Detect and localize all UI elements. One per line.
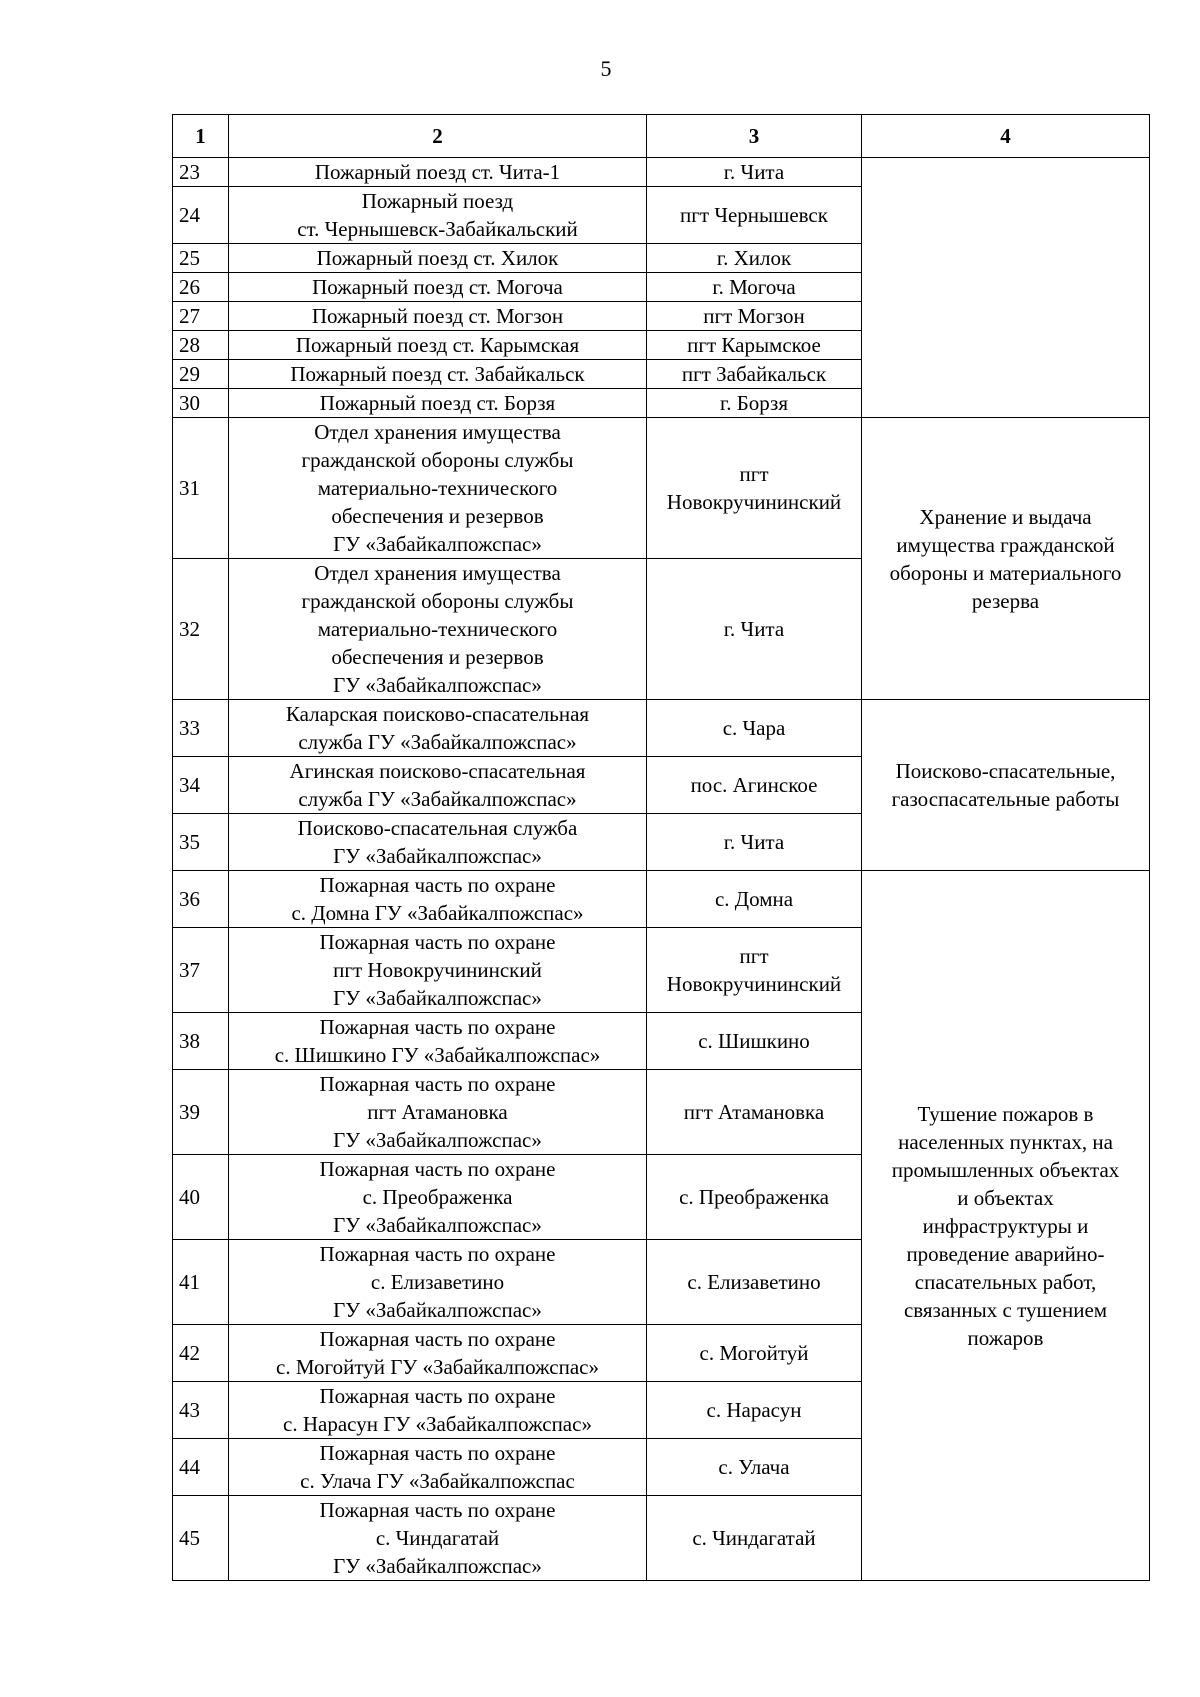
facility-name-line: Пожарная часть по охране: [319, 1327, 556, 1351]
facility-location-line: г. Могоча: [712, 275, 796, 299]
facility-name-line: Поисково-спасательная служба: [297, 816, 578, 840]
facility-location: [647, 187, 862, 244]
function-line: пожаров: [967, 1325, 1044, 1350]
facility-name: [229, 559, 647, 700]
facility-name: [229, 331, 647, 360]
facility-name: [229, 1070, 647, 1155]
facility-name-line: пгт Новокручининский: [333, 958, 542, 982]
facility-name-line: с. Чиндагатай: [375, 1526, 500, 1550]
header-col-2: 2: [229, 115, 647, 158]
row-number: 30: [173, 389, 229, 418]
facility-name: [229, 700, 647, 757]
facility-location-line: Новокручининский: [666, 972, 842, 996]
facility-name-line: Каларская поисково-спасательная: [285, 702, 590, 726]
facility-location-line: г. Чита: [723, 160, 785, 184]
row-number: 27: [173, 302, 229, 331]
facility-location: [647, 1382, 862, 1439]
facility-name-line: с. Нарасун ГУ «Забайкалпожспас»: [283, 1412, 592, 1436]
function-line: резерва: [971, 588, 1040, 613]
facility-location: [647, 244, 862, 273]
facility-name: [229, 1496, 647, 1581]
table-row: [173, 418, 1150, 559]
facility-location-line: с. Домна: [714, 887, 794, 911]
facility-location: [647, 360, 862, 389]
facility-name: [229, 1240, 647, 1325]
row-number: 31: [173, 418, 229, 559]
facility-name-line: ГУ «Забайкалпожспас»: [333, 532, 542, 556]
facility-name-line: пгт Атамановка: [367, 1100, 508, 1124]
facility-name: [229, 1382, 647, 1439]
row-number: 32: [173, 559, 229, 700]
row-number: 38: [173, 1013, 229, 1070]
function-line: газоспасательные работы: [891, 787, 1120, 811]
function-line: инфраструктуры и: [922, 1213, 1089, 1238]
row-number: 35: [173, 814, 229, 871]
row-number: 43: [173, 1382, 229, 1439]
facility-location-line: с. Нарасун: [706, 1398, 802, 1422]
facility-name: [229, 757, 647, 814]
facility-name: [229, 1013, 647, 1070]
facility-location: [647, 1439, 862, 1496]
facility-name-line: Пожарная часть по охране: [319, 1015, 556, 1039]
facility-location: [647, 559, 862, 700]
facility-location-line: г. Хилок: [716, 246, 792, 270]
header-col-4: 4: [862, 115, 1150, 158]
facility-name-line: Пожарная часть по охране: [319, 1242, 556, 1266]
facility-name-line: Пожарный поезд ст. Карымская: [295, 333, 580, 357]
row-number: 36: [173, 871, 229, 928]
facility-location-line: с. Чара: [722, 716, 786, 740]
facility-name: [229, 1325, 647, 1382]
facility-location: [647, 757, 862, 814]
row-number: 45: [173, 1496, 229, 1581]
facility-location-line: г. Чита: [723, 830, 785, 854]
facility-name-line: гражданской обороны службы: [301, 589, 574, 613]
table-row: [173, 158, 1150, 187]
facility-name-line: Пожарная часть по охране: [319, 1157, 556, 1181]
facility-location: [647, 389, 862, 418]
facility-name: [229, 360, 647, 389]
function-line: связанных с тушением: [903, 1297, 1108, 1322]
facility-name-line: ГУ «Забайкалпожспас»: [333, 1554, 542, 1578]
row-number: 41: [173, 1240, 229, 1325]
facility-name-line: Отдел хранения имущества: [314, 420, 561, 444]
facility-location: [647, 418, 862, 559]
facility-name-line: Пожарный поезд ст. Чита-1: [314, 160, 561, 184]
facility-location: [647, 1496, 862, 1581]
facility-name-line: Пожарный поезд ст. Могзон: [311, 304, 564, 328]
facility-name: [229, 871, 647, 928]
facility-name-line: Отдел хранения имущества: [314, 561, 561, 585]
facility-name-line: ГУ «Забайкалпожспас»: [333, 1213, 542, 1237]
facility-location-line: пгт Могзон: [703, 304, 805, 328]
facility-location-line: с. Преображенка: [679, 1185, 829, 1209]
row-number: 39: [173, 1070, 229, 1155]
facility-name-line: с. Преображенка: [362, 1185, 513, 1209]
row-number: 37: [173, 928, 229, 1013]
facility-name: [229, 389, 647, 418]
page-number: 5: [600, 56, 612, 81]
facility-name-line: служба ГУ «Забайкалпожспас»: [298, 787, 577, 811]
facility-name-line: Пожарный поезд ст. Забайкальск: [290, 362, 585, 386]
facility-name-line: с. Домна ГУ «Забайкалпожспас»: [291, 901, 584, 925]
facility-name-line: служба ГУ «Забайкалпожспас»: [298, 730, 577, 754]
facility-name: [229, 1155, 647, 1240]
function-line: и объектах: [957, 1185, 1054, 1210]
facility-location: [647, 928, 862, 1013]
function-line: населенных пунктах, на: [898, 1129, 1113, 1154]
facility-name-line: Пожарный поезд: [361, 189, 514, 213]
facility-name-line: Пожарный поезд ст. Борзя: [319, 391, 556, 415]
facility-name-line: гражданской обороны службы: [301, 448, 574, 472]
facility-name-line: обеспечения и резервов: [331, 504, 544, 528]
facility-location-line: с. Могойтуй: [699, 1341, 809, 1365]
facility-name-line: Пожарная часть по охране: [319, 873, 556, 897]
facility-name-line: Пожарная часть по охране: [319, 1384, 556, 1408]
row-number: 42: [173, 1325, 229, 1382]
function-cell: [862, 700, 1150, 871]
facility-name-line: Пожарная часть по охране: [319, 1072, 556, 1096]
function-line: имущества гражданской: [896, 532, 1115, 557]
function-line: проведение аварийно-: [906, 1241, 1105, 1266]
facility-name: [229, 418, 647, 559]
table-row: [173, 700, 1150, 757]
facility-name: [229, 244, 647, 273]
facility-location: [647, 1240, 862, 1325]
facility-name-line: с. Улача ГУ «Забайкалпожспас: [300, 1469, 575, 1493]
facility-name-line: ГУ «Забайкалпожспас»: [333, 844, 542, 868]
function-cell: [862, 418, 1150, 700]
facility-name-line: с. Могойтуй ГУ «Забайкалпожспас»: [276, 1355, 599, 1379]
function-line: обороны и материального: [889, 560, 1122, 585]
row-number: 33: [173, 700, 229, 757]
facility-location-line: с. Улача: [718, 1455, 790, 1479]
table-row: [173, 871, 1150, 928]
row-number: 25: [173, 244, 229, 273]
facility-name: [229, 814, 647, 871]
row-number: 23: [173, 158, 229, 187]
facility-name-line: с. Шишкино ГУ «Забайкалпожспас»: [274, 1043, 601, 1067]
function-line: Хранение и выдача: [919, 504, 1092, 529]
facility-name-line: ГУ «Забайкалпожспас»: [333, 1128, 542, 1152]
header-row: [173, 115, 1150, 158]
facility-location-line: пос. Агинское: [690, 773, 818, 797]
facility-location-line: с. Елизаветино: [687, 1270, 821, 1294]
facility-location: [647, 700, 862, 757]
facility-location-line: пгт: [739, 462, 769, 486]
facility-location-line: пгт Забайкальск: [681, 362, 827, 386]
facility-name: [229, 928, 647, 1013]
facility-location-line: пгт Карымское: [687, 333, 821, 357]
row-number: 40: [173, 1155, 229, 1240]
header-col-3: 3: [647, 115, 862, 158]
function-line: спасательных работ,: [914, 1269, 1097, 1294]
header-col-1: 1: [173, 115, 229, 158]
facility-location: [647, 1070, 862, 1155]
facility-name-line: Пожарная часть по охране: [319, 930, 556, 954]
row-number: 28: [173, 331, 229, 360]
row-number: 26: [173, 273, 229, 302]
facility-location: [647, 1013, 862, 1070]
facility-name: [229, 1439, 647, 1496]
function-line: Поисково-спасательные,: [895, 759, 1116, 783]
facility-location: [647, 814, 862, 871]
function-line: промышленных объектах: [891, 1157, 1120, 1182]
facility-location: [647, 273, 862, 302]
facility-name-line: материально-технического: [317, 617, 558, 641]
function-line: Тушение пожаров в: [917, 1101, 1094, 1126]
facility-name-line: ГУ «Забайкалпожспас»: [333, 673, 542, 697]
facility-name-line: Пожарная часть по охране: [319, 1498, 556, 1522]
facility-location-line: пгт Атамановка: [683, 1100, 825, 1124]
facility-name: [229, 158, 647, 187]
facility-name-line: Пожарный поезд ст. Хилок: [316, 246, 559, 270]
facility-location: [647, 302, 862, 331]
facility-name-line: обеспечения и резервов: [331, 645, 544, 669]
facility-name-line: Агинская поисково-спасательная: [289, 759, 586, 783]
function-cell: [862, 158, 1150, 418]
function-cell: [862, 871, 1150, 1581]
facility-name-line: Пожарная часть по охране: [319, 1441, 556, 1465]
facility-location-line: с. Шишкино: [698, 1029, 810, 1053]
facility-name: [229, 187, 647, 244]
facility-location: [647, 1155, 862, 1240]
facility-name: [229, 302, 647, 331]
facility-name-line: Пожарный поезд ст. Могоча: [312, 275, 563, 299]
facilities-table: [172, 114, 1150, 1581]
row-number: 34: [173, 757, 229, 814]
facility-name-line: ГУ «Забайкалпожспас»: [333, 986, 542, 1010]
facility-name-line: ст. Чернышевск-Забайкальский: [297, 217, 578, 241]
facility-location: [647, 158, 862, 187]
facility-name: [229, 273, 647, 302]
row-number: 44: [173, 1439, 229, 1496]
facility-location: [647, 871, 862, 928]
facility-location: [647, 331, 862, 360]
facility-location-line: г. Чита: [723, 617, 785, 641]
facility-location: [647, 1325, 862, 1382]
facility-name-line: материально-технического: [317, 476, 558, 500]
facility-location-line: г. Борзя: [719, 391, 788, 415]
row-number: 29: [173, 360, 229, 389]
facility-location-line: с. Чиндагатай: [692, 1526, 816, 1550]
facility-location-line: пгт: [739, 944, 769, 968]
facility-name-line: с. Елизаветино: [370, 1270, 505, 1294]
facility-location-line: Новокручининский: [666, 490, 842, 514]
facility-name-line: ГУ «Забайкалпожспас»: [333, 1298, 542, 1322]
facility-location-line: пгт Чернышевск: [680, 203, 828, 227]
row-number: 24: [173, 187, 229, 244]
